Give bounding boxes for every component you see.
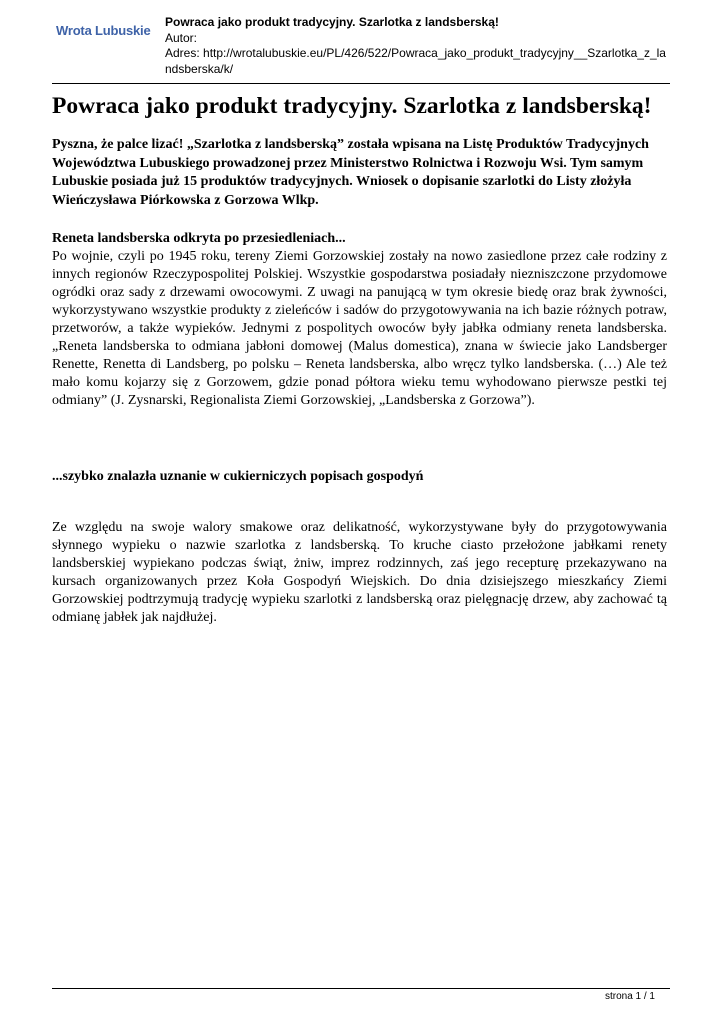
- section-paragraph-2: Ze względu na swoje walory smakowe oraz delikatność, wykorzystywane były do przygotowywania słynnego wypieku o nazwie szarlotka z landsberską. To kruche ciasto przełożone jabłkami renety landsberskiej wypiekano podczas świąt, żniw, imprez rodzinnych, zaś jego recepturę przekazywano na kursach organizowanych przez Koła Gospodyń Wiejskich. Do dnia dzisiejszego mieszkańcy Ziemi Gorzowskiej podtrzymują tradycję wypieku szarlotki z landsberską oraz pielęgnację drzew, aby zachować tą odmianę jabłek jak najdłużej.: [52, 520, 667, 625]
- article-lead: Pyszna, że palce lizać! „Szarlotka z landsberską” została wpisana na Listę Produktów Tradycyjnych Województwa Lubuskiego prowadzonej przez Ministerstwo Rolnictwa i Rozwoju Wsi. Tym samym Lubuskie posiada już 15 produktów tradycyjnych. Wniosek o dopisanie szarlotki do Listy złożyła Wieńczysława Piórkowska z Gorzowa Wlkp.: [52, 137, 649, 208]
- section-cukiernicze: [52, 519, 667, 627]
- article-title: Powraca jako produkt tradycyjny. Szarlotka z landsberską!: [52, 93, 652, 119]
- header-address: Adres: http://wrotalubuskie.eu/PL/426/522/Powraca_jako_produkt_tradycyjny__Szarlotka_z_landsberska/k/: [165, 46, 666, 76]
- section-heading: Reneta landsberska odkryta po przesiedleniach...: [52, 231, 346, 246]
- section-reneta: [52, 230, 667, 410]
- section-paragraph: Po wojnie, czyli po 1945 roku, tereny Ziemi Gorzowskiej zostały na nowo zasiedlone przez całe rodziny z innych regionów Rzeczypospolitej Polskiej. Wszystkie gospodarstwa posiadały niezniszczone przydomowe ogródki oraz sady z drzewami owocowymi. Z uwagi na panującą w tym okresie biedę oraz brak żywności, wykorzystywano wszystkie produkty z zieleńców i sadów do przygotowywania na ich bazie różnych potraw, przetworów, a także wypieków. Jednymi z pospolitych owoców były jabłka odmiany reneta landsberska. „Reneta landsberska to odmiana jabłoni domowej (Malus domestica), znana w świecie jako Landsberger Renette, Renetta di Landsberg, po polsku – Reneta landsberska, albo wręcz tylko landsberska. (…) Ale też mało komu kojarzy się z Gorzowem, gdzie ponad półtora wieku temu wyhodowano pierwsze pestki tej odmiany” (J. Zysnarski, Regionalista Ziemi Gorzowskiej, „Landsberska z Gorzowa”).: [52, 249, 667, 408]
- header-author: Autor:: [165, 30, 198, 45]
- document-header: [165, 15, 670, 77]
- page-number: strona 1 / 1: [604, 991, 655, 1002]
- section-heading-2: ...szybko znalazła uznanie w cukierniczych popisach gospodyń: [52, 469, 424, 484]
- header-divider: [52, 83, 670, 84]
- site-logo: Wrota Lubuskie: [56, 23, 151, 38]
- header-title: Powraca jako produkt tradycyjny. Szarlotka z landsberską!: [165, 15, 499, 29]
- footer-divider: [52, 988, 670, 989]
